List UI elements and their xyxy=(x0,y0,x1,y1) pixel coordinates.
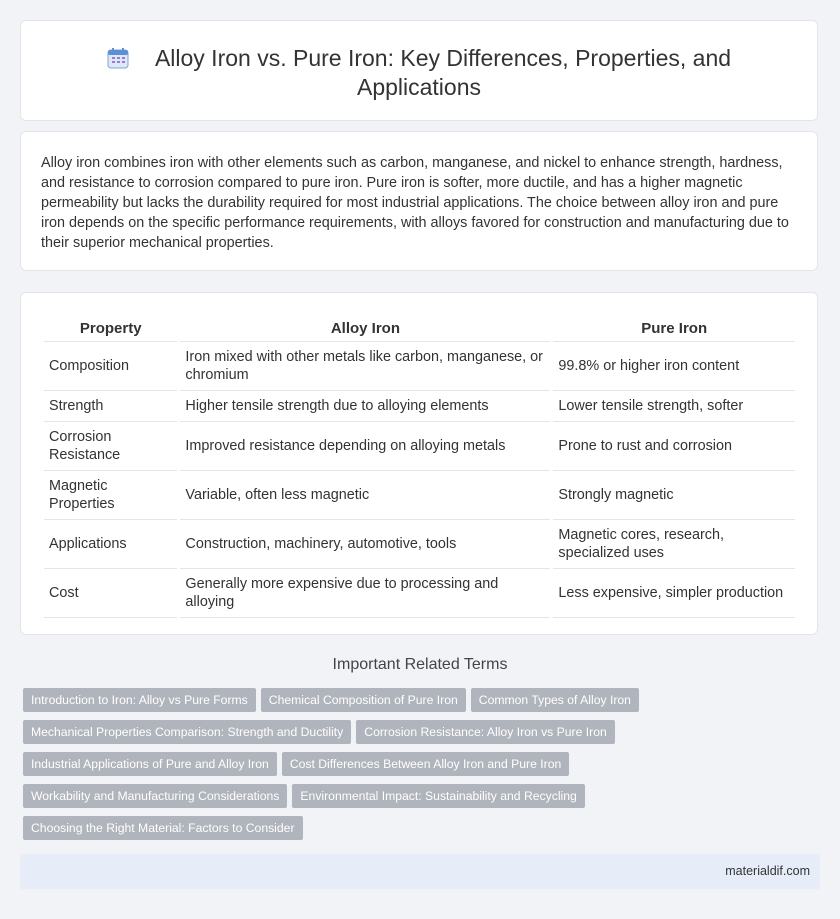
header-pure-iron: Pure Iron xyxy=(553,312,795,342)
intro-paragraph: Alloy iron combines iron with other elements such as carbon, manganese, and nickel to enhance strength, hardness, and resistance to corrosion compared to pure iron. Pure iron is softer, more ductile, and has a higher magnetic permeability but lacks the durability required for most industrial applications. The choice between alloy iron and pure iron depends on the specific performance requirements, with alloys favored for construction and manufacturing due to their superior mechanical properties. xyxy=(41,155,789,251)
page-title xyxy=(21,44,817,102)
related-term-tag[interactable]: Environmental Impact: Sustainability and Recycling xyxy=(292,784,584,808)
cell-alloy: Generally more expensive due to processing and alloying xyxy=(180,569,550,618)
table-row xyxy=(44,520,795,569)
related-terms-title: Important Related Terms xyxy=(332,656,508,673)
table-row xyxy=(44,391,795,422)
cell-property: Magnetic Properties xyxy=(44,471,177,520)
related-term-tag[interactable]: Corrosion Resistance: Alloy Iron vs Pure Iron xyxy=(356,720,615,744)
table-row xyxy=(44,569,795,618)
related-terms-list xyxy=(23,688,803,848)
tag-row xyxy=(23,816,803,840)
cell-property: Composition xyxy=(44,342,177,391)
footer xyxy=(20,854,820,889)
header-card xyxy=(20,20,818,121)
related-term-tag[interactable]: Chemical Composition of Pure Iron xyxy=(261,688,466,712)
related-term-tag[interactable]: Workability and Manufacturing Considerations xyxy=(23,784,287,808)
intro-card xyxy=(20,131,818,271)
cell-alloy: Higher tensile strength due to alloying elements xyxy=(180,391,550,422)
footer-site-link[interactable]: materialdif.com xyxy=(725,864,810,878)
cell-pure: Magnetic cores, research, specialized uses xyxy=(553,520,795,569)
cell-alloy: Iron mixed with other metals like carbon, manganese, or chromium xyxy=(180,342,550,391)
cell-alloy: Variable, often less magnetic xyxy=(180,471,550,520)
cell-alloy: Improved resistance depending on alloying metals xyxy=(180,422,550,471)
cell-pure: Lower tensile strength, softer xyxy=(553,391,795,422)
header-property: Property xyxy=(44,312,177,342)
cell-pure: Prone to rust and corrosion xyxy=(553,422,795,471)
cell-pure: Less expensive, simpler production xyxy=(553,569,795,618)
cell-pure: Strongly magnetic xyxy=(553,471,795,520)
header-alloy-iron: Alloy Iron xyxy=(180,312,550,342)
related-term-tag[interactable]: Common Types of Alloy Iron xyxy=(471,688,639,712)
related-term-tag[interactable]: Mechanical Properties Comparison: Strength and Ductility xyxy=(23,720,351,744)
comparison-table xyxy=(41,312,798,618)
related-term-tag[interactable]: Introduction to Iron: Alloy vs Pure Forms xyxy=(23,688,256,712)
page-title-line1: Alloy Iron vs. Pure Iron: Key Differences, Properties, and xyxy=(154,45,732,71)
cell-property: Strength xyxy=(44,391,177,422)
table-row xyxy=(44,422,795,471)
cell-alloy: Construction, machinery, automotive, tools xyxy=(180,520,550,569)
tag-row xyxy=(23,752,803,776)
table-row xyxy=(44,471,795,520)
tag-row xyxy=(23,720,803,744)
table-row xyxy=(44,342,795,391)
page-title-line2: Applications xyxy=(356,74,482,100)
tag-row xyxy=(23,784,803,808)
table-header-row xyxy=(44,312,795,342)
cell-property: Corrosion Resistance xyxy=(44,422,177,471)
cell-pure: 99.8% or higher iron content xyxy=(553,342,795,391)
cell-property: Cost xyxy=(44,569,177,618)
calendar-icon xyxy=(107,47,129,69)
cell-property: Applications xyxy=(44,520,177,569)
related-term-tag[interactable]: Cost Differences Between Alloy Iron and Pure Iron xyxy=(282,752,569,776)
tag-row xyxy=(23,688,803,712)
related-term-tag[interactable]: Industrial Applications of Pure and Alloy Iron xyxy=(23,752,277,776)
related-term-tag[interactable]: Choosing the Right Material: Factors to Consider xyxy=(23,816,303,840)
comparison-table-card xyxy=(20,292,818,635)
